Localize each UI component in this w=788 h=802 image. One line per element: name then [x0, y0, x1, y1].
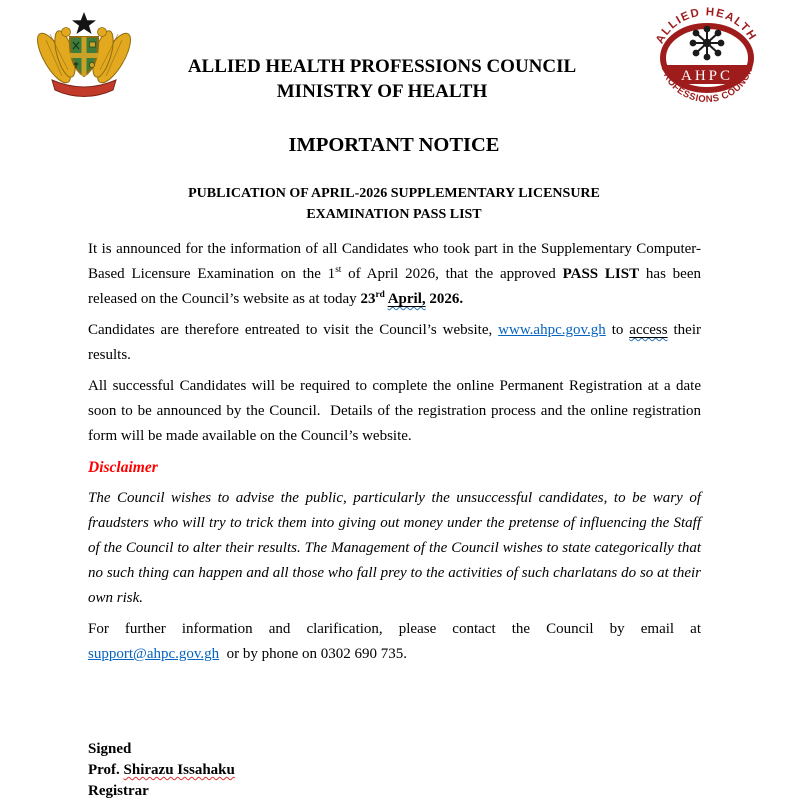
date-day: 23	[360, 291, 376, 307]
notice-subtitle-line1: PUBLICATION OF APRIL-2026 SUPPLEMENTARY LICENSURE	[188, 186, 600, 201]
website-link[interactable]: www.ahpc.gov.gh	[498, 322, 606, 338]
signatory-name: Shirazu Issahaku	[123, 762, 235, 778]
paragraph-registration: All successful Candidates will be required to complete the online Permanent Registration at a date soon to be announced by the Council. Details of the registration process and the online registration form will be made available on the Council’s website.	[88, 378, 701, 444]
document-body	[0, 225, 788, 802]
paragraph-contact	[88, 617, 701, 667]
text-segment: has been released on the Council’s website as at today	[88, 266, 701, 307]
access-underlined-word: access	[629, 322, 668, 338]
signatory-title-prefix: Prof.	[88, 762, 124, 778]
text-segment: Candidates are therefore entreated to visit the Council’s website,	[88, 322, 499, 338]
ordinal-superscript: rd	[375, 290, 385, 300]
text-segment: or by phone on 0302 690 735.	[219, 646, 408, 662]
grammar-squiggle	[388, 291, 426, 307]
disclaimer-heading: Disclaimer	[88, 459, 158, 476]
grammar-squiggle	[629, 322, 667, 338]
notice-subtitle-line2: EXAMINATION PASS LIST	[306, 207, 482, 222]
disclaimer-body: The Council wishes to advise the public, particularly the unsuccessful candidates, to be wary of fraudsters who will try to trick them into giving out money under the pretense of influencing the Staff of the Council to alter their results. The Management of the Council wishes to state categorically that no such thing can happen and all those who fall prey to the activities of such charlatans do so at their own risk.	[88, 490, 701, 606]
text-segment: their results.	[88, 322, 701, 363]
signatory-role: Registrar	[88, 783, 149, 799]
org-titles	[0, 0, 776, 104]
ahpc-arc-top-text: ALLIED HEALTH	[653, 6, 759, 46]
ministry-name: MINISTRY OF HEALTH	[276, 81, 488, 102]
pass-list-emphasis: PASS LIST	[562, 266, 640, 282]
text-segment: of April 2026, that the approved	[341, 266, 563, 282]
signed-label: Signed	[88, 741, 132, 757]
date-year: 2026.	[429, 291, 464, 307]
signatory-name-line	[88, 760, 701, 781]
org-name: ALLIED HEALTH PROFESSIONS COUNCIL	[187, 56, 577, 77]
notice-subtitle	[0, 183, 788, 225]
signature-block	[88, 739, 701, 802]
text-segment: to	[605, 322, 630, 338]
paragraph-announcement	[88, 237, 701, 312]
text-segment: It is announced for the information of all Candidates who took part in the Supplementary Computer-Based Licensure Examination on the 1	[88, 241, 701, 282]
ordinal-superscript: st	[335, 265, 342, 275]
text-segment: For further information and clarification, please contact the Council by email at	[88, 621, 701, 637]
paragraph-website	[88, 318, 701, 368]
notice-title: IMPORTANT NOTICE	[288, 134, 500, 156]
release-date	[360, 291, 463, 307]
date-month: April,	[387, 291, 426, 307]
document-header	[0, 0, 788, 112]
ahpc-acronym: AHPC	[680, 68, 734, 84]
support-email-link[interactable]: support@ahpc.gov.gh	[88, 646, 220, 662]
ahpc-arc-bottom-text: PROFESSIONS COUNCIL	[658, 64, 756, 106]
